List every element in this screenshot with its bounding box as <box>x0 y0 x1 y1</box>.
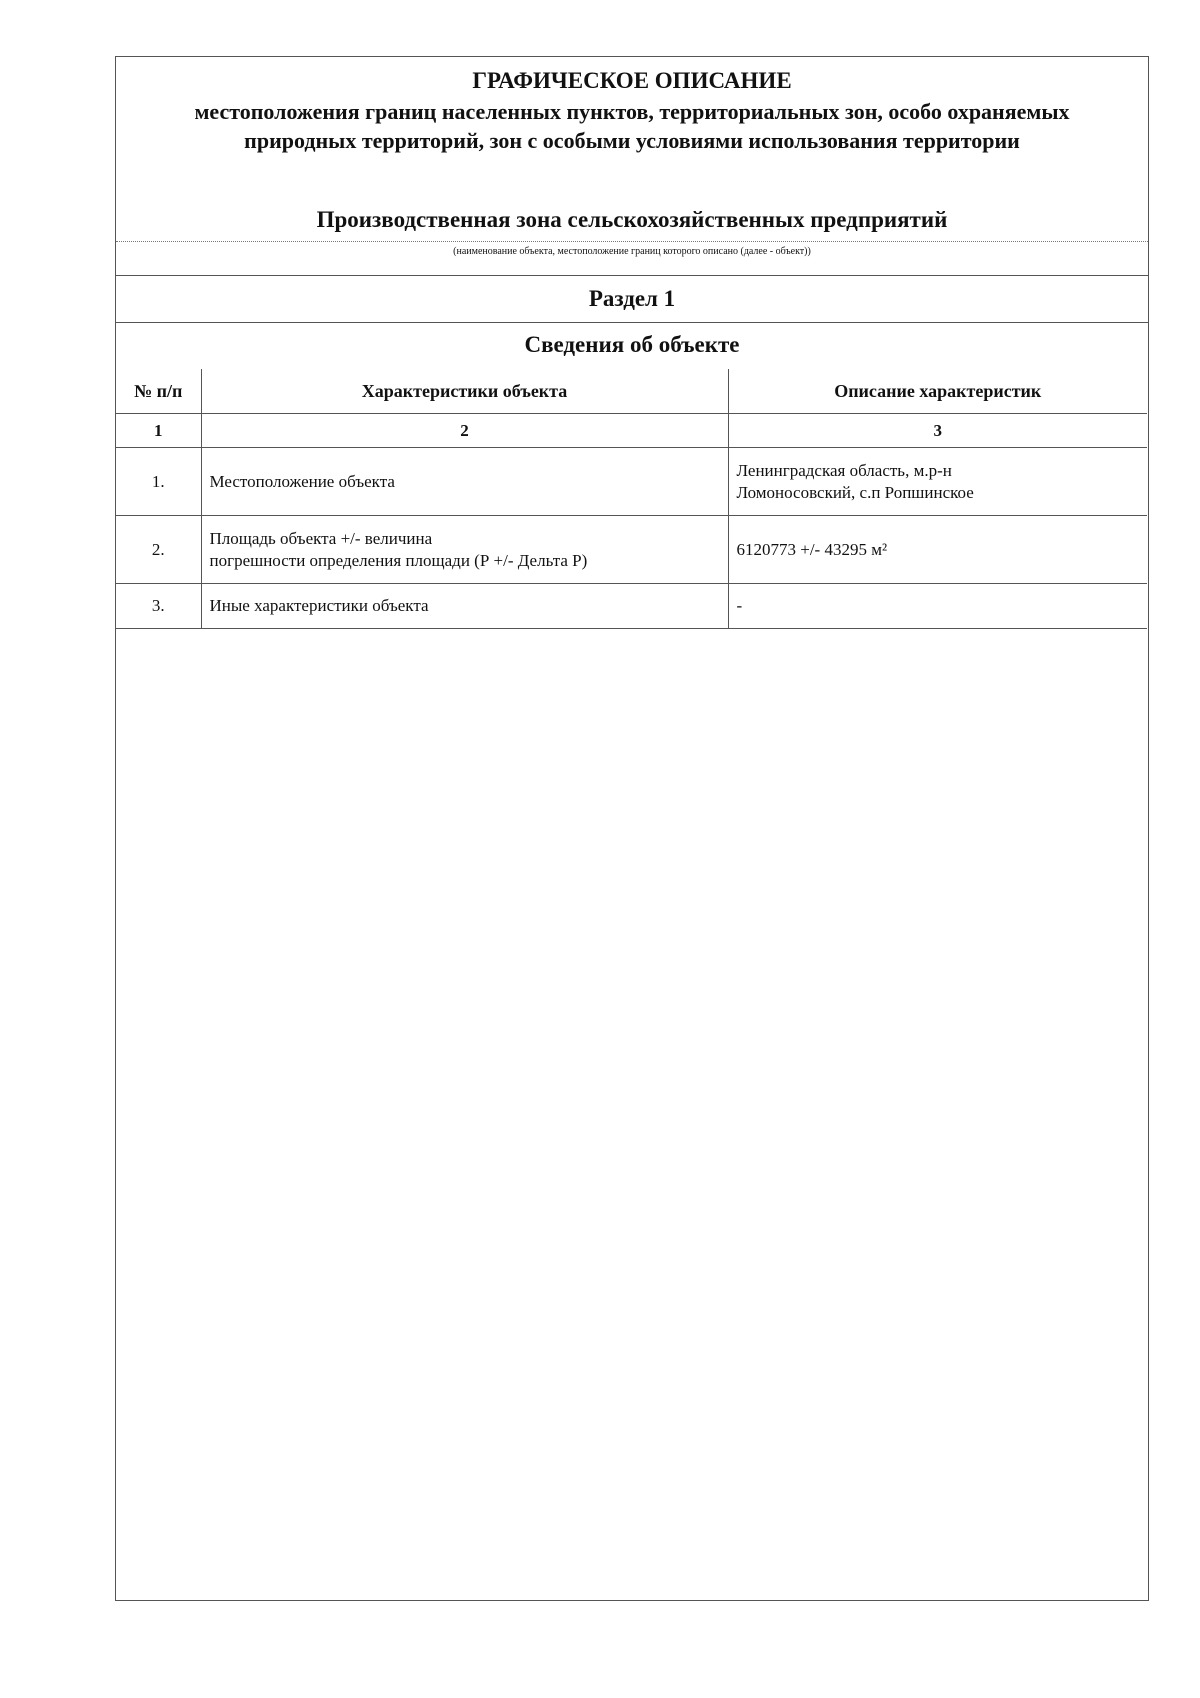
object-name-hint: (наименование объекта, местоположение границ которого описано (далее - объект)) <box>453 246 811 257</box>
row-characteristic <box>201 516 728 584</box>
object-name-underline <box>116 241 1148 242</box>
cell-text: Иные характеристики объекта <box>209 596 429 615</box>
object-name: Производственная зона сельскохозяйственных предприятий <box>316 207 948 232</box>
cell-text: Местоположение объекта <box>209 471 395 491</box>
document-frame <box>115 56 1149 1601</box>
section-label: Раздел 1 <box>588 286 676 311</box>
row-characteristic <box>201 448 728 516</box>
column-number: 3 <box>728 414 1147 448</box>
column-number: 1 <box>116 414 201 448</box>
table-row <box>116 516 1147 584</box>
row-number: 2. <box>116 516 201 584</box>
column-number-row <box>116 414 1147 448</box>
cell-text: погрешности определения площади (Р +/- Дельта Р) <box>209 550 588 570</box>
row-description <box>728 584 1147 629</box>
document-header <box>116 57 1148 275</box>
table-header-row <box>116 369 1147 414</box>
row-description <box>728 516 1147 584</box>
column-header: Описание характеристик <box>728 369 1147 414</box>
document-title: ГРАФИЧЕСКОЕ ОПИСАНИЕ <box>472 68 792 93</box>
column-number: 2 <box>201 414 728 448</box>
cell-text: Площадь объекта +/- величина <box>209 528 433 548</box>
document-subtitle: местоположения границ населенных пунктов, территориальных зон, особо охраняемых природных территорий, зон с особыми условиями использования территории <box>194 99 1070 153</box>
object-info-table <box>116 369 1147 629</box>
column-header: Характеристики объекта <box>201 369 728 414</box>
cell-text: - <box>736 596 743 615</box>
row-number: 1. <box>116 448 201 516</box>
cell-text: 6120773 +/- 43295 м² <box>736 539 888 559</box>
cell-text: Ленинградская область, м.р-н <box>736 460 952 480</box>
divider <box>116 275 1148 276</box>
table-row <box>116 448 1147 516</box>
row-description <box>728 448 1147 516</box>
row-number: 3. <box>116 584 201 629</box>
column-header: № п/п <box>116 369 201 414</box>
section-heading: Сведения об объекте <box>524 332 740 357</box>
row-characteristic <box>201 584 728 629</box>
cell-text: Ломоносовский, с.п Ропшинское <box>736 482 974 502</box>
table-row <box>116 584 1147 629</box>
